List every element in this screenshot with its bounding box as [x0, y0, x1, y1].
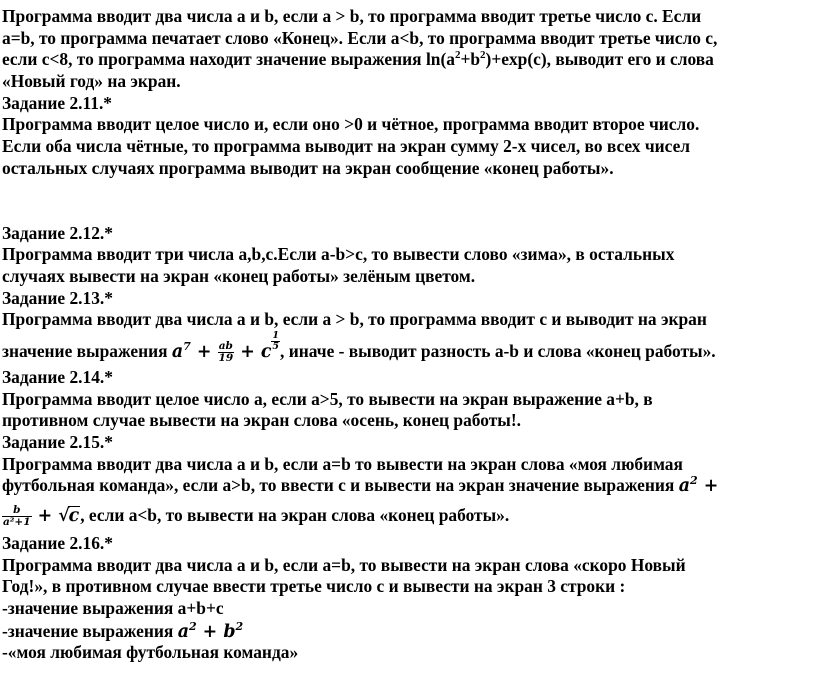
- var-a: 𝒂: [678, 476, 690, 497]
- intro-line-3: [2, 49, 816, 71]
- var-a: 𝒂: [171, 341, 184, 362]
- task-2-14-line-1: Программа вводит целое число a, если a>5, то вывести на экран выражение a+b, в: [2, 388, 653, 409]
- var-b: 𝒃: [223, 621, 236, 642]
- intro-line-3-a: если c<8, то программа находит значение выражения ln(a: [2, 49, 455, 70]
- intro-line-3-b: +b: [460, 49, 481, 70]
- intro-line-1: Программа вводит два числа a и b, если a > b, то программа вводит третье число c. Если: [2, 6, 702, 26]
- denominator: 5: [272, 340, 280, 352]
- task-2-16-line-1: Программа вводит два числа a и b, если a=b, то вывести на экран слова «скоро Новый: [2, 554, 686, 575]
- exponent-2: 2: [689, 474, 698, 488]
- task-2-11-title: Задание 2.11.*: [2, 92, 112, 113]
- task-2-15-line-2-text: футбольная команда», если a>b, то ввести c и вывести на экран значение выражения: [2, 475, 675, 496]
- formula-b-frac-sqrt-c: [2, 504, 80, 529]
- task-2-15-line-3: [2, 497, 816, 533]
- task-2-13-line-2-b: , иначе - выводит разность a-b и слова «конец работы».: [280, 340, 716, 361]
- formula-a2-part: [679, 476, 719, 496]
- task-2-16-line-4-text: -значение выражения: [2, 620, 174, 641]
- superscript-2: 2: [454, 49, 461, 62]
- intro-line-3-c: )+exp(c), выводит его и слова: [485, 49, 714, 70]
- denominator: a²+1: [3, 516, 31, 529]
- fraction-b-over-a2-plus-1: [2, 505, 32, 528]
- numerator: b: [2, 505, 32, 517]
- plus: +: [190, 341, 218, 362]
- exponent-2: 2: [235, 620, 244, 634]
- task-2-16-line-3: -значение выражения a+b+c: [2, 598, 224, 619]
- task-2-12-line-1: Программа вводит три числа a,b,c.Если a-b>c, то вывести слово «зима», в остальных: [2, 244, 675, 265]
- task-2-16-title: Задание 2.16.*: [2, 533, 113, 554]
- sqrt-symbol: √: [58, 506, 70, 527]
- superscript-2: 2: [480, 49, 486, 62]
- task-2-15-line-3-b: , если a<b, то вывести на экран слова «конец работы».: [80, 505, 510, 526]
- task-2-15-title: Задание 2.15.*: [2, 432, 113, 452]
- plus: +: [31, 506, 59, 527]
- blank-space: [2, 180, 816, 223]
- fraction-ab-over-19: [218, 341, 235, 364]
- task-2-11-line-3: остальных случаях программа выводит на экран сообщение «конец работы».: [2, 157, 614, 178]
- formula-a7-ab19-c: [171, 329, 280, 364]
- task-2-13-title: Задание 2.13.*: [2, 287, 113, 308]
- plus: +: [234, 341, 261, 362]
- task-2-15-line-1: Программа вводит два числа a и b, если a=b то вывести на экран слова «моя любимая: [2, 453, 683, 474]
- task-2-11-line-1: Программа вводит целое число и, если оно >0 и чётное, программа вводит второе число.: [2, 114, 700, 135]
- task-2-16-line-5: -«моя любимая футбольная команда»: [2, 641, 299, 662]
- task-2-13-line-1: Программа вводит два числа a и b, если a > b, то программа вводит c и выводит на экран: [2, 309, 707, 330]
- plus: +: [196, 621, 224, 642]
- denominator: 19: [218, 351, 234, 364]
- task-2-13-line-2-a: значение выражения: [2, 340, 168, 361]
- task-2-12-title: Задание 2.12.*: [2, 222, 113, 243]
- exponent-2: 2: [188, 620, 197, 634]
- task-2-14-title: Задание 2.14.*: [2, 366, 113, 387]
- task-2-13-line-2: [2, 331, 816, 367]
- task-2-15-line-2: [2, 475, 816, 497]
- numerator: 1: [272, 329, 280, 341]
- sqrt-radicand: 𝒄: [68, 506, 80, 527]
- intro-line-2: a=b, то программа печатает слово «Конец». Если a<b, то программа вводит третье число c,: [2, 27, 718, 48]
- task-2-11-line-2: Если оба числа чётные, то программа выводит на экран сумму 2-х чисел, во всех чисел: [2, 136, 691, 157]
- numerator: ab: [218, 339, 233, 352]
- formula-a2-plus-b2: [178, 622, 243, 642]
- var-a: 𝒂: [177, 621, 189, 642]
- task-2-12-line-2: случаях вывести на экран «конец работы» зелёным цветом.: [2, 265, 476, 286]
- plus: +: [697, 476, 719, 497]
- intro-line-4: «Новый год» на экран.: [2, 71, 181, 92]
- task-2-16-line-2: Год!», в противном случае ввести третье число c и вывести на экран 3 строки :: [2, 576, 626, 597]
- task-2-14-line-2: противном случае вывести на экран слова «осень, конец работы!.: [2, 410, 521, 431]
- var-c: 𝒄: [260, 341, 272, 362]
- exponent-fraction-1-5: [271, 331, 280, 352]
- task-2-16-line-4: [2, 620, 816, 642]
- exponent-7: 7: [183, 340, 191, 354]
